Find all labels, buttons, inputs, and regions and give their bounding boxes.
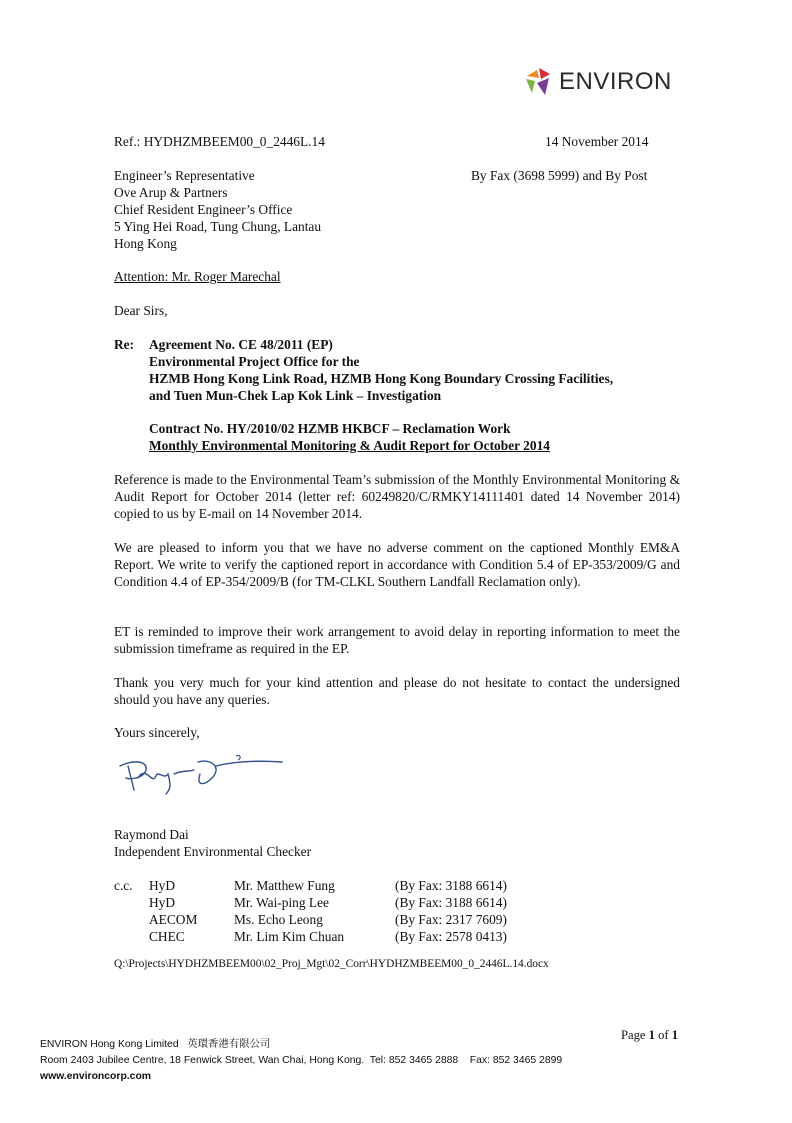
subject-line: HZMB Hong Kong Link Road, HZMB Hong Kong Boundary Crossing Facilities, [149, 371, 614, 386]
footer-company-name: ENVIRON Hong Kong Limited [40, 1039, 179, 1050]
footer-company [40, 1037, 270, 1053]
cc-fax: (By Fax: 2578 0413) [395, 929, 507, 944]
recipient-line: Ove Arup & Partners [114, 185, 228, 200]
report-title: Monthly Environmental Monitoring & Audit Report for October 2014 [149, 438, 550, 453]
environ-logo [523, 66, 672, 98]
file-path: Q:\Projects\HYDHZMBEEM00\02_Proj_Mgt\02_Corr\HYDHZMBEEM00_0_2446L.14.docx [114, 958, 549, 970]
cc-fax: (By Fax: 2317 7609) [395, 912, 507, 927]
contract-line: Contract No. HY/2010/02 HZMB HKBCF – Reclamation Work [149, 421, 511, 436]
logo-text: ENVIRON [559, 68, 672, 95]
signatory-title: Independent Environmental Checker [114, 844, 312, 859]
subject-line: Environmental Project Office for the [149, 354, 360, 369]
delivery-method: By Fax (3698 5999) and By Post [471, 168, 648, 183]
cc-org: CHEC [149, 929, 185, 944]
page-of: of [658, 1028, 669, 1042]
recipient-line: Chief Resident Engineer’s Office [114, 202, 293, 217]
reference-number: Ref.: HYDHZMBEEM00_0_2446L.14 [114, 134, 325, 149]
closing: Yours sincerely, [114, 725, 200, 740]
environ-logo-icon [523, 66, 553, 98]
subject-line: Agreement No. CE 48/2011 (EP) [149, 337, 333, 352]
cc-fax: (By Fax: 3188 6614) [395, 878, 507, 893]
page-current: 1 [648, 1028, 655, 1042]
cc-label: c.c. [114, 878, 133, 893]
signature-image [112, 752, 292, 800]
re-label: Re: [114, 337, 135, 352]
recipient-line: Hong Kong [114, 236, 177, 251]
body-paragraph: Reference is made to the Environmental Team’s submission of the Monthly Environmental Monitoring & Audit Report for October 2014 (letter ref: 60249820/C/RMKY14111401 dated 14 November 2014) copied to us by E-mail on 14 November 2014. [114, 472, 680, 521]
body-paragraph: ET is reminded to improve their work arrangement to avoid delay in reporting information to meet the submission timeframe as required in the EP. [114, 624, 680, 656]
page-number [621, 1027, 678, 1044]
cc-org: HyD [149, 878, 176, 893]
cc-person: Mr. Wai-ping Lee [234, 895, 329, 910]
cc-person: Mr. Lim Kim Chuan [234, 929, 345, 944]
signatory-name: Raymond Dai [114, 827, 189, 842]
cc-org: AECOM [149, 912, 198, 927]
attention-line: Attention: Mr. Roger Marechal [114, 269, 281, 284]
letter-date: 14 November 2014 [545, 134, 649, 149]
recipient-line: Engineer’s Representative [114, 168, 255, 183]
cc-person: Mr. Matthew Fung [234, 878, 335, 893]
salutation: Dear Sirs, [114, 303, 168, 318]
page-label: Page [621, 1028, 646, 1042]
subject-line: and Tuen Mun-Chek Lap Kok Link – Investigation [149, 388, 442, 403]
page-total: 1 [671, 1028, 679, 1042]
footer-address: Room 2403 Jubilee Centre, 18 Fenwick Street, Wan Chai, Hong Kong. Tel: 852 3465 2888 Fax: 852 3465 2899 [40, 1055, 563, 1066]
cc-fax: (By Fax: 3188 6614) [395, 895, 507, 910]
body-paragraph: Thank you very much for your kind attention and please do not hesitate to contact the undersigned should you have any queries. [114, 675, 680, 707]
footer-website[interactable]: www.environcorp.com [40, 1071, 152, 1082]
footer-company-cn: 英環香港有限公司 [187, 1039, 271, 1050]
recipient-line: 5 Ying Hei Road, Tung Chung, Lantau [114, 219, 322, 234]
cc-person: Ms. Echo Leong [234, 912, 323, 927]
body-paragraph: We are pleased to inform you that we have no adverse comment on the captioned Monthly EM&A Report. We write to verify the captioned report in accordance with Condition 5.4 of EP-353/2009/G and Condition 4.4 of EP-354/2009/B (for TM-CLKL Southern Landfall Reclamation only). [114, 540, 680, 589]
cc-org: HyD [149, 895, 176, 910]
